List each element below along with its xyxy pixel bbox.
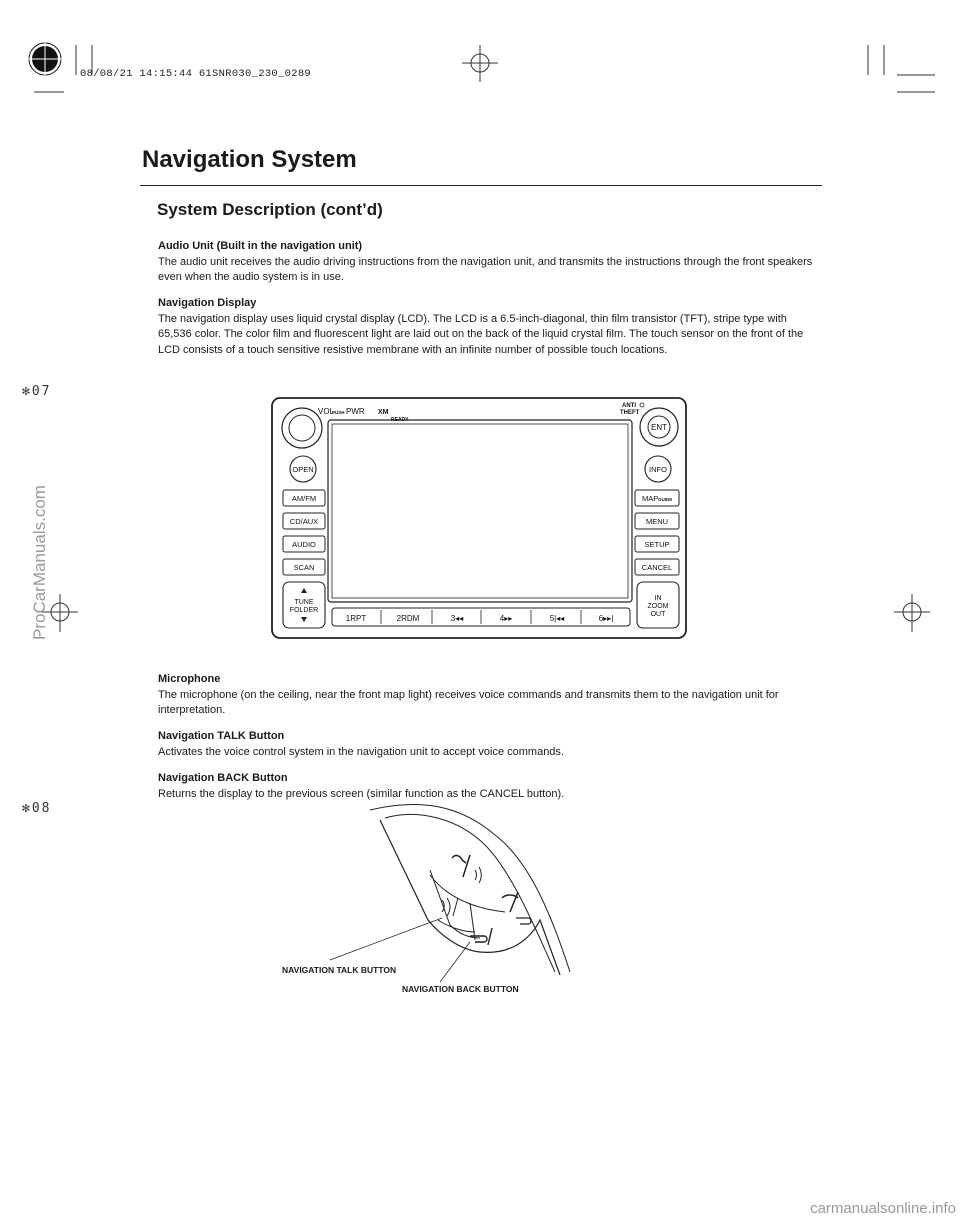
vol-label: VOL — [318, 407, 335, 416]
cd-aux-label: CD/AUX — [289, 517, 319, 526]
audio-label: AUDIO — [292, 540, 316, 549]
theft-label: THEFT — [620, 410, 640, 416]
section-microphone — [158, 672, 818, 719]
section-body: Returns the display to the previous screen (similar function as the CANCEL button). — [158, 787, 565, 800]
back-button-callout: NAVIGATION BACK BUTTON — [402, 984, 519, 994]
lcd-screen — [332, 424, 628, 598]
section-heading: Audio Unit (Built in the navigation unit) — [158, 240, 363, 252]
marker-07: ✻07 — [22, 384, 52, 399]
section-heading: Navigation TALK Button — [158, 730, 285, 742]
left-button-column — [283, 490, 325, 575]
guide-label: GUIDE — [658, 497, 673, 502]
talk-button-icon — [442, 898, 458, 916]
section-heading: Navigation BACK Button — [158, 772, 288, 784]
am-fm-label: AM/FM — [291, 494, 317, 503]
open-label: OPEN — [292, 465, 314, 474]
section-back-button — [158, 771, 818, 802]
preset-5-label: 5|◂◂ — [549, 614, 565, 623]
section-navigation-display — [158, 296, 818, 358]
footer-watermark: carmanualsonline.info — [810, 1200, 956, 1217]
preset-buttons — [346, 610, 614, 624]
section-audio-unit — [158, 239, 818, 286]
zoom-in-label: IN — [654, 595, 662, 602]
navigation-unit-figure — [270, 396, 690, 642]
sidebar-watermark: ProCarManuals.com — [30, 485, 49, 640]
section-heading: Navigation Display — [158, 297, 257, 309]
preset-3-label: 3◂◂ — [450, 614, 464, 623]
section-body: The navigation display uses liquid crystal display (LCD). The LCD is a 6.5-inch-diagonal, thin film transistor (TFT), stripe type with 65,536 color. The color film and fluorescent light are laid out on the back of the liquid crystal film. The touch sensor on the front of the LCD consists of a touch sensitive resistive membrane with an infinite number of possible touch locations. — [158, 312, 804, 356]
talk-callout-leader — [330, 918, 442, 960]
anti-theft-led-icon — [640, 403, 644, 407]
section-title: System Description (cont’d) — [157, 200, 383, 219]
volume-knob-inner — [289, 415, 315, 441]
section-talk-button — [158, 729, 818, 760]
pwr-label: PWR — [346, 407, 365, 416]
info-label: INFO — [649, 465, 667, 474]
right-button-column — [635, 490, 679, 575]
panel-divider — [430, 875, 505, 912]
print-stamp: 08/08/21 14:15:44 61SNR030_230_0289 — [80, 68, 312, 80]
preset-6-label: 6▸▸| — [598, 614, 614, 623]
back-arrow-icon-upper — [516, 918, 531, 924]
talk-button-callout: NAVIGATION TALK BUTTON — [282, 965, 397, 975]
phone-hangup-icon — [502, 892, 518, 912]
phone-pickup-icon — [452, 855, 470, 877]
back-callout-leader — [440, 942, 470, 982]
tune-label: TUNE — [294, 599, 314, 606]
switch-panel — [380, 820, 560, 975]
page-title: Navigation System — [142, 146, 357, 173]
zoom-out-label: OUT — [650, 611, 666, 618]
cancel-label: CANCEL — [641, 563, 673, 572]
scan-label: SCAN — [293, 563, 315, 572]
folder-label: FOLDER — [289, 607, 319, 614]
section-heading: Microphone — [158, 673, 221, 685]
marker-08: ✻08 — [22, 801, 52, 816]
menu-label: MENU — [645, 517, 669, 526]
push-label: PUSH — [332, 410, 345, 415]
wheel-outline — [370, 804, 570, 972]
ent-label: ENT — [651, 423, 667, 432]
section-body: The audio unit receives the audio driving instructions from the navigation unit, and transmits the instructions through the front speakers even when the audio system is in use. — [158, 255, 813, 283]
ready-label: READY — [391, 417, 409, 423]
section-body: The microphone (on the ceiling, near the front map light) receives voice commands and transmits them to the navigation unit for interpretation. — [158, 688, 779, 716]
xm-label: XM — [378, 409, 389, 416]
map-label: MAP — [642, 494, 659, 503]
anti-label: ANTI — [622, 403, 636, 409]
zoom-label: ZOOM — [647, 603, 669, 610]
volume-knob — [282, 408, 322, 448]
preset-4-label: 4▸▸ — [499, 614, 513, 623]
preset-2-label: 2RDM — [396, 614, 420, 623]
tune-down-arrow-icon — [301, 617, 307, 622]
section-body: Activates the voice control system in the navigation unit to accept voice commands. — [158, 745, 564, 758]
title-rule — [140, 185, 822, 186]
voice-talk-icon-upper — [475, 867, 481, 883]
lcd-screen-outer — [328, 420, 632, 602]
setup-label: SETUP — [644, 540, 670, 549]
crop-marks — [0, 0, 960, 120]
preset-1-label: 1RPT — [345, 614, 367, 623]
tune-up-arrow-icon — [301, 588, 307, 593]
